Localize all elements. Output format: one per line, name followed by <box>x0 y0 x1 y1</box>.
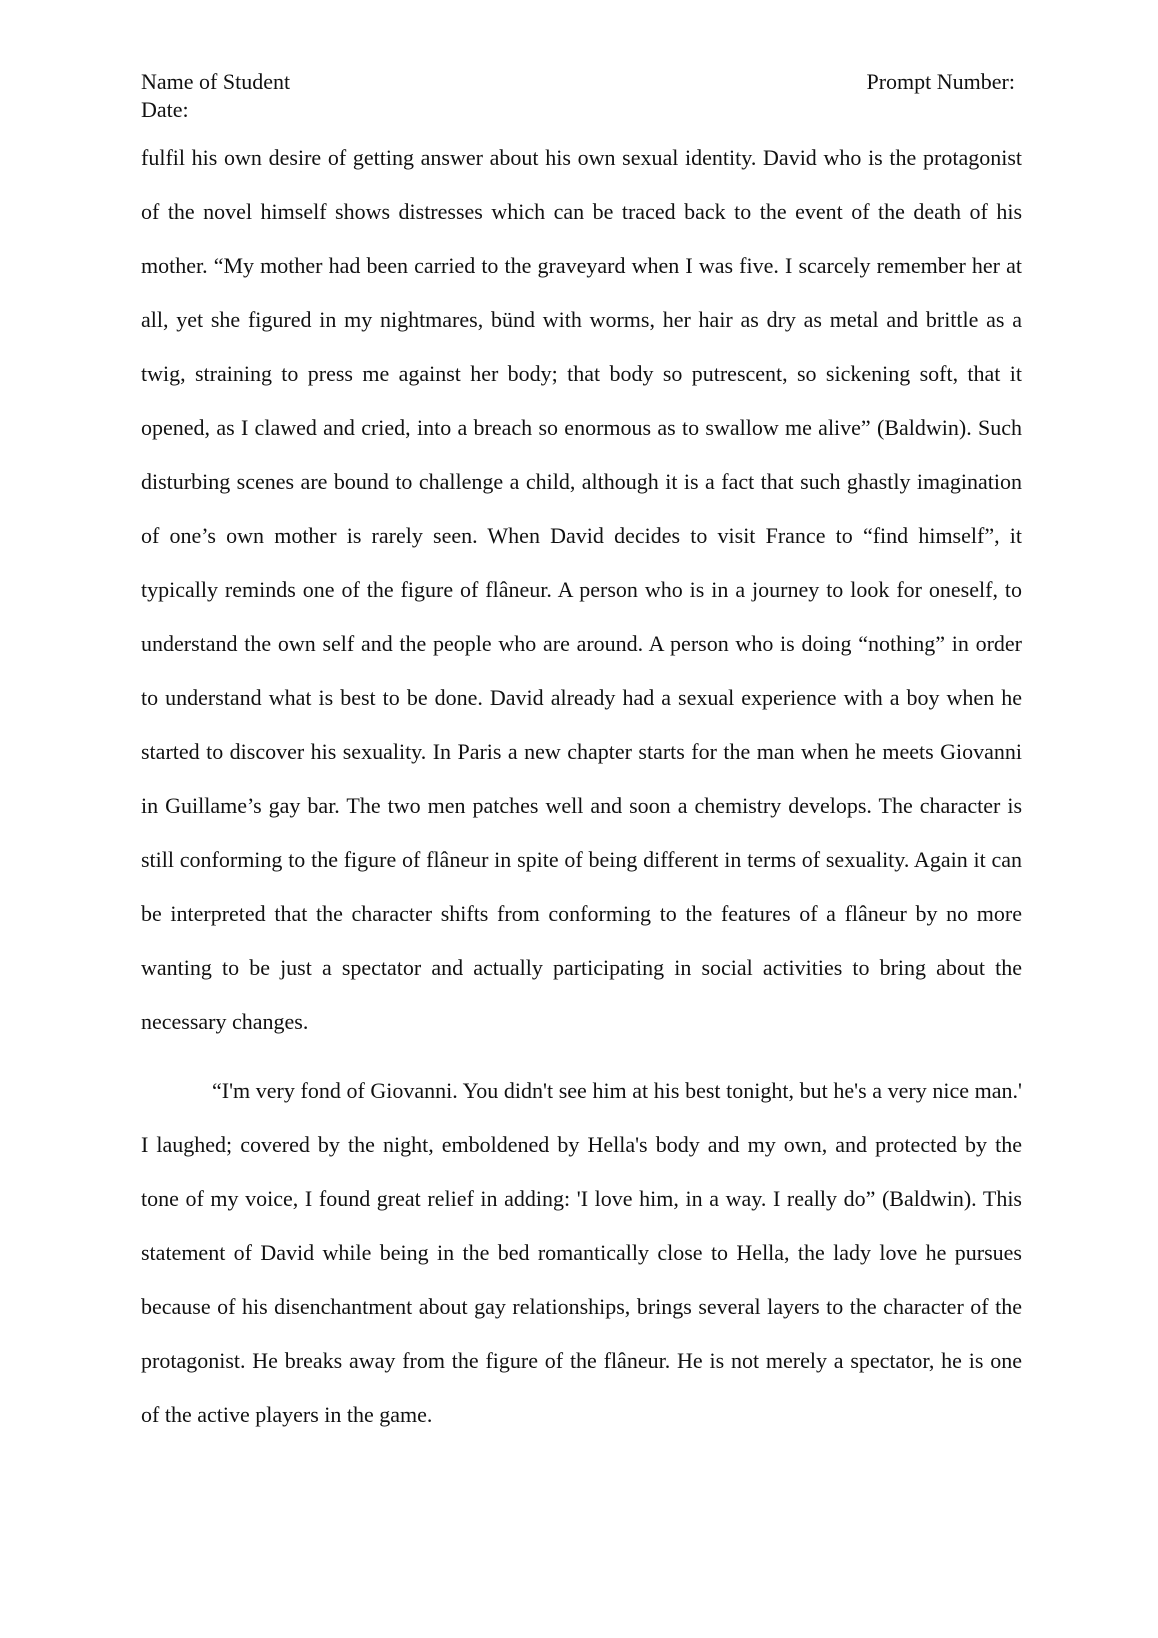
essay-body <box>141 131 1022 1442</box>
page-header <box>141 68 1022 124</box>
paragraph: fulfil his own desire of getting answer about his own sexual identity. David who is the protagonist of the novel himself shows distresses which can be traced back to the event of the death of his mother. “My mother had been carried to the graveyard when I was five. I scarcely remember her at all, yet she figured in my nightmares, bünd with worms, her hair as dry as metal and brittle as a twig, straining to press me against her body; that body so putrescent, so sickening soft, that it opened, as I clawed and cried, into a breach so enormous as to swallow me alive” (Baldwin). Such disturbing scenes are bound to challenge a child, although it is a fact that such ghastly imagination of one’s own mother is rarely seen. When David decides to visit France to “find himself”, it typically reminds one of the figure of flâneur. A person who is in a journey to look for oneself, to understand the own self and the people who are around. A person who is doing “nothing” in order to understand what is best to be done. David already had a sexual experience with a boy when he started to discover his sexuality. In Paris a new chapter starts for the man when he meets Giovanni in Guillame’s gay bar. The two men patches well and soon a chemistry develops. The character is still conforming to the figure of flâneur in spite of being different in terms of sexuality. Again it can be interpreted that the character shifts from conforming to the features of a flâneur by no more wanting to be just a spectator and actually participating in social activities to bring about the necessary changes. <box>141 145 1022 1034</box>
prompt-number-label: Prompt Number: <box>866 69 1015 94</box>
date-label: Date: <box>141 97 189 122</box>
paragraph: “I'm very fond of Giovanni. You didn't see him at his best tonight, but he's a very nice man.' I laughed; covered by the night, emboldened by Hella's body and my own, and protected by the tone of my voice, I found great relief in adding: 'I love him, in a way. I really do” (Baldwin). This statement of David while being in the bed romantically close to Hella, the lady love he pursues because of his disenchantment about gay relationships, brings several layers to the character of the protagonist. He breaks away from the figure of the flâneur. He is not merely a spectator, he is one of the active players in the game. <box>141 1078 1022 1427</box>
student-name-label: Name of Student <box>141 69 291 94</box>
header-top-row <box>141 68 1022 96</box>
